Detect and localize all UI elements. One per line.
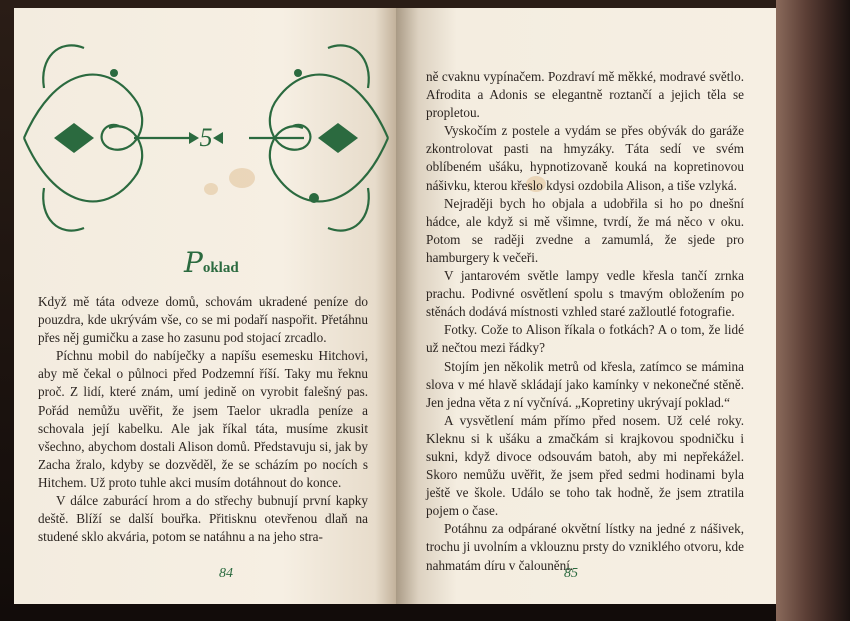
left-body-text — [38, 293, 368, 546]
chapter-title-rest: oklad — [202, 260, 239, 276]
paper-stain — [204, 183, 218, 195]
paragraph: Vyskočím z postele a vydám se přes obývák do garáže zkontrolovat pasti na hmyzáky. Táta sedí ve svém oblíbeném ušáku, hypnotizovaně kouká na kopretinovou nášivku, kterou křeslo kdysi ozdobila Alison, a tiše vzlyká. — [426, 123, 744, 193]
page-number-right: 85 — [564, 566, 578, 581]
left-page — [14, 8, 398, 604]
paragraph: ně cvaknu vypínačem. Pozdraví mě měkké, modravé světlo. Afrodita a Adonis se elegantně roztančí a jejich těla se propletou. — [426, 69, 744, 121]
page-number-left: 84 — [219, 566, 233, 581]
paragraph: Píchnu mobil do nabíječky a napíšu esemesku Hitchovi, aby mě čekal o půlnoci před Podzemní říší. Taky mu řeknu proč. Z lidí, které znám, umí jedině on vyrobit falešný pas. Pořád nemůžu uvěřit, že jsem Taelor ukradla peníze a schovala její kabelku. Ale jak říkal táta, musíme zkusit všechno, abychom dostali Alison domů. Představuju si, jak by Zacha žralo, kdyby se dozvěděl, že se scházím po nocích s Hitchem. Už proto tuhle akci musím dotáhnout do konce. — [38, 348, 368, 490]
book-edge — [776, 0, 850, 621]
chapter-title-initial: P — [184, 246, 203, 279]
chapter-ornament — [14, 28, 398, 248]
paragraph: Fotky. Cože to Alison říkala o fotkách? A o tom, že lidé už nečtou mezi řádky? — [426, 322, 744, 356]
paragraph: Nejraději bych ho objala a udobřila si ho po dnešní hádce, ale když si mě všimne, tvrdí, že má něco v oku. Potom se raději zvedne a zamumlá, že sjede pro hamburgery k večeři. — [426, 195, 744, 265]
paragraph: Stojím jen několik metrů od křesla, zatímco se mámina slova v mé hlavě skládají jako kamínky v nekonečné stěně. Jen jedna věta z ní vyčnívá. „Kopretiny ukrývají poklad.“ — [426, 358, 744, 410]
chapter-number: 5 — [199, 123, 213, 152]
paper-stain — [229, 168, 255, 188]
chapter-title — [184, 246, 239, 279]
paragraph: V jantarovém světle lampy vedle křesla tančí zrnka prachu. Podivné osvětlení spolu s tmavým obložením po stěnách dodává místnosti vzhled staré zažloutlé fotografie. — [426, 268, 744, 320]
right-body-text — [426, 68, 744, 575]
right-page — [396, 8, 776, 604]
paragraph: A vysvětlení mám přímo před nosem. Už celé roky. Kleknu si k ušáku a zmačkám si krajkovou spodničku i sukni, když divoce odsouvám batoh, aby mi nepřekážel. Skoro nemůžu uvěřit, že jsem před sedmi hodinami byla ještě ve škole. Událo se toho tak hodně, že jsem ztratila pojem o čase. — [426, 412, 744, 519]
paragraph: V dálce zaburácí hrom a do střechy bubnují první kapky deště. Blíží se další bouřka. Přitisknu otevřenou dlaň na studené sklo akvária, potom se natáhnu a na jeho stra- — [38, 493, 368, 545]
paragraph: Když mě táta odveze domů, schovám ukradené peníze do pouzdra, kde ukrývám vše, co se mi podaří naspořit. Přetáhnu přes něj gumičku a zase ho zasunu pod stojací zrcadlo. — [38, 294, 368, 346]
paragraph: Potáhnu za odpárané okvětní lístky na jedné z nášivek, trochu ji uvolním a vklouznu prsty do vzniklého otvoru, kde nahmatám díru v čalounění. — [426, 521, 744, 573]
